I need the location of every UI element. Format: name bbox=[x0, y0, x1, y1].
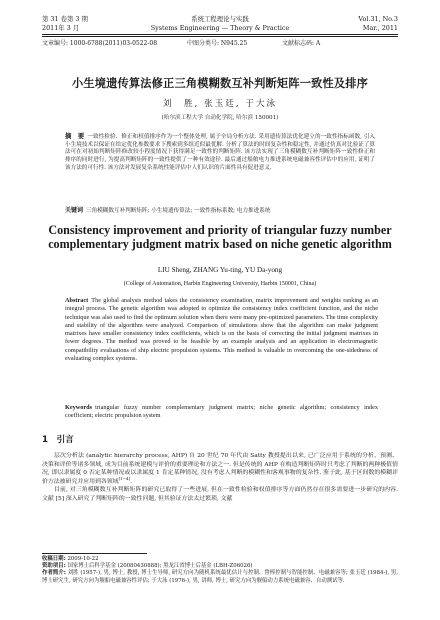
abstract-label-en: Abstract bbox=[65, 297, 89, 304]
abstract-text-en: The global analysis method takes the consistency examination, matrix improvement and weights ranking as an integral process. The genetic algorithm was adopted to optimize the consistency index coefficient function, and the niche technique was also used to find the optimum solution when there were many pre-optimized parameters. The time complexity and stability of the algorithm were analyzed. Comparison of simulations show that the algorithm can make judgment matrixes have smaller consistency index coefficients, which is on the basis of correcting the initial judgment matrixes in fewer degrees. The method was proved to be feasible by an example analysis and an application in electromagnetic compatibility evaluations of ship electric propulsion systems. This method is valuable in overcoming the one-sidedness of evaluating complex systems. bbox=[65, 297, 378, 363]
footnote bbox=[42, 556, 398, 585]
document-code: 文献标志码: A bbox=[282, 40, 321, 47]
abstract-chinese bbox=[65, 133, 375, 173]
authors-english: LIU Sheng, ZHANG Yu-ting, YU Da-yong bbox=[157, 266, 283, 274]
date-cn: 2011年 3 月 bbox=[42, 24, 80, 32]
volume-cn: 第 31 卷第 3 期 bbox=[42, 15, 88, 23]
paragraph bbox=[42, 452, 398, 486]
journal-name-en: Systems Engineering — Theory & Practice bbox=[150, 24, 290, 32]
title-english: Consistency improvement and priority of triangular fuzzy number complementary judgment matrix based on niche genetic algorithm bbox=[48, 223, 392, 252]
paragraph-end: . bbox=[130, 478, 133, 485]
introduction-body bbox=[42, 452, 398, 504]
keywords-text-cn: 三角模糊数互补判断矩阵; 小生境遗传算法; 一致性指标系数; 电力推进系统 bbox=[86, 208, 271, 214]
funding-label: 资助项目: bbox=[42, 563, 66, 570]
volume-en: Vol.31, No.3 bbox=[358, 15, 398, 23]
affiliation-english: (College of Automation, Harbin Engineering University, Harbin 150001, China) bbox=[123, 281, 317, 287]
keywords-label-cn: 关键词 bbox=[65, 207, 84, 214]
received-label: 收稿日期: bbox=[42, 556, 66, 562]
footnote-rule bbox=[42, 553, 147, 554]
affiliation-chinese: (哈尔滨工程大学 自动化学院, 哈尔滨 150001) bbox=[161, 115, 279, 121]
keywords-chinese bbox=[65, 207, 400, 216]
author-bio-value: 刘胜 (1957-), 男, 博士, 教授, 博士生导师, 研究方向为随机系统最优估计与控制、鲁棒控制与智能控制、电磁兼容等; 张玉廷 (1984-), 男, 博士研究生, 研究方向为舰船电磁兼容性评估; 于大泳 (1976-), 男, 讲师, 博士, 研究方向为舰船动力系统电磁兼容、自动测试等. bbox=[42, 570, 398, 584]
authors-chinese: 刘 胜, 张玉廷, 于大泳 bbox=[162, 99, 278, 109]
author-bio-label: 作者简介: bbox=[42, 570, 66, 577]
date-en: Mar., 2011 bbox=[362, 24, 398, 32]
header-rule-thin bbox=[42, 36, 398, 37]
title-chinese: 小生境遗传算法修正三角模糊数互补判断矩阵一致性及排序 bbox=[71, 77, 369, 90]
article-id: 文章编号: 1000-6788(2011)03-0522-08 bbox=[42, 40, 158, 47]
paragraph: 目前, 对三角模糊数互补判断矩阵的研究已取得了一些进展, 但在一致性检验和权值排序等方面仍然存在很多需要进一步研究的内容. 文献 [5] 深入研究了判断矩阵的一致性问题, 但其验证方法太过繁琐, 文献 bbox=[42, 487, 398, 502]
abstract-english bbox=[65, 297, 378, 363]
funding-value: 国家博士后科学基金 (20080430888); 黑龙江省博士后基金 (LBH-Z06026) bbox=[67, 563, 253, 570]
keywords-label-en: Keywords bbox=[65, 404, 93, 411]
abstract-label-cn: 摘 要 bbox=[65, 132, 85, 140]
citation: [1−4] bbox=[118, 475, 131, 481]
paragraph-text: 层次分析法 (analytic hierarchy process, AHP) 自 20 世纪 70 年代由 Satty 教授提出以来, 已广泛应用于系统的分析、预测、决策和评价等诸多领域, 成为目前系统建模与评价的重要理论和方法之一. 但是传统的 AHP 在构造判断矩阵时只考虑了判断的两种极值情况, 即以隶属度 0 否定某种情况或以隶属度 1 肯定某种情况, 没有考虑人判断的模糊性和客观事物的复杂性. 鉴于此, 基于区间数的模糊评价方法被研究并应用到各领域 bbox=[42, 453, 398, 485]
header-rule bbox=[42, 34, 398, 35]
keywords-text-en: triangular fuzzy number complementary judgment matrix; niche genetic algorithm; consistency index coefficient; electric propulsion system bbox=[65, 404, 378, 420]
abstract-text-cn: 一致性检验、修正和权值排序作为一个整体处理, 属于全局分析方法. 采用遗传算法优化建立的一致性指标函数, 引入小生境技术以保证在给定优化参数要求下搜索到多组近似最优解. 分析了算法的时间复杂性和稳定性, 并通过仿真对比验证了算法可在对初始判断矩阵修改较小程度情况下获得满足一致性的判断矩阵. 该方法实现了三角模糊数互补判断矩阵一致性修正和排序的同时进行, 为提高判断矩阵的一致性提供了一种有效途径. 最后通过船舶电力推进系统电磁兼容性评估中的应用, 证明了该方法的可行性. 该方法对发展复杂系统性能评估中人们认识的片面性具有促进意义. bbox=[65, 134, 375, 171]
section-heading-introduction: 1 引言 bbox=[42, 435, 74, 445]
keywords-english bbox=[65, 404, 378, 421]
clc-number: 中图分类号: N945.25 bbox=[187, 40, 248, 47]
author-bio bbox=[42, 570, 398, 584]
received-value: 2009-10-22 bbox=[67, 556, 99, 562]
journal-name-cn: 系统工程理论与实践 bbox=[191, 15, 249, 23]
